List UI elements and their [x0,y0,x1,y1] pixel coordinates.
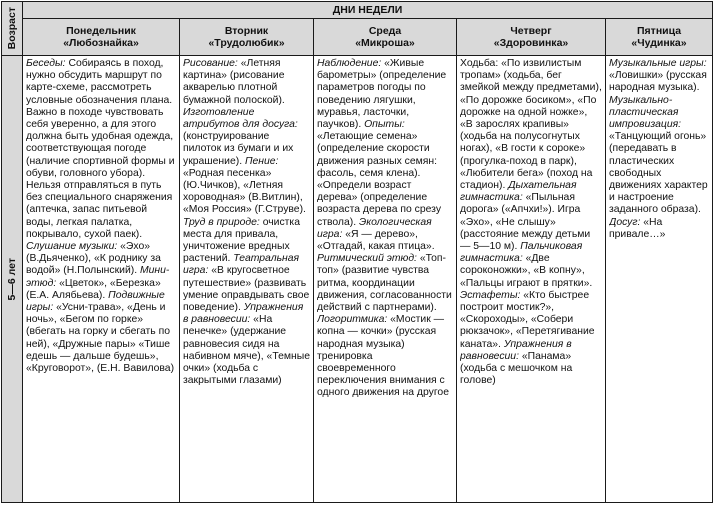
activity-text: «Пыльная дорога» («Апчхи!»). Игра «Эхо», «Не слышу» (расстояние между детьми — 5—10 м). [460,192,591,253]
day-header-tuesday [180,19,314,56]
activity-text: очистка места для привала, уничтожение вредных растений. [183,216,300,265]
day-header-thursday [457,19,606,56]
day-theme: «Здоровинка» [493,37,569,49]
day-header-friday [606,19,713,56]
age-group-label: 5—6 лет [6,257,18,301]
activity-text: «Топ-топ» (развитие чувства ритма, координации движения, согласованности действий с партнерами). [317,253,452,314]
activity-text: «Цветок», «Березка» (Е.А. Алябьева). [26,277,161,301]
day-name: Среда [368,25,402,37]
activity-category: Труд в природе: [183,216,260,228]
activity-text: «Летняя картина» (рисование акварелью плотной бумажной полоской). [183,58,285,106]
monday-activities-cell [23,56,180,503]
day-name: Вторник [224,25,269,37]
thursday-activities [460,58,602,502]
activity-category: Дыхательная гимнастика: [460,180,577,204]
activity-category: Эстафеты: [460,289,521,301]
tuesday-activities [183,58,310,502]
friday-activities [609,58,709,502]
day-name: Пятница [637,25,682,37]
activity-text: «На привале…» [609,216,666,240]
tuesday-activities-cell [180,56,314,503]
day-theme: «Микроша» [355,37,415,49]
activity-category: Музыкально-пластическая импровизация: [609,94,682,131]
activity-category: Упражнения в равновесии: [183,302,304,326]
activity-category: Ритмический этюд: [317,253,417,265]
activity-category: Изготовление атрибутов для досуга: [183,106,298,131]
age-header-cell [2,2,23,56]
monday-activities [26,58,176,502]
activity-category: Пение: [244,155,279,167]
activity-category: Логоритмика: [317,314,388,326]
activity-category: Наблюдение: [317,58,382,69]
activity-text: «На пенечке» (удержание равновесия сидя на набивном мяче), «Темные очки» (ходьба с закрытыми глазами) [183,314,310,387]
activity-category: Музыкальные игры: [609,58,707,69]
activity-category: Слушание музыки: [26,241,118,253]
activity-category: Мини-этюд: [26,265,170,289]
activity-category: Театральная игра: [183,253,300,277]
activity-text: «Панама» (ходьба с мешочком на голове) [460,350,573,387]
activity-text: Собираясь в поход, нужно обсудить маршрут по карте-схеме, рассмотреть условные обозначения плана. Важно в походе чувствовать себя уверенно, а для этого должна быть удобная одежда, соответствующая погоде (наличие спортивной формы и обуви, головного убора). Нельзя отправляться в путь без специального снаряжения (аптечка, запас питьевой воды, легкая палатка, покрывало, сухой паек). [26,58,175,240]
thursday-activities-cell [457,56,606,503]
activity-text: «Кто быстрее построит мостик?», «Скороходы», «Собери рюкзачок», «Перетягивание каната». [460,289,595,350]
activity-text: «Я — дерево», «Отгадай, какая птица». [317,228,435,253]
day-header-wednesday [314,19,457,56]
activity-text: «Мостик — копна — кочки» (русская народная музыка) тренировка своевременного переключения внимания с одного движения на другое [317,314,449,399]
day-header-monday [23,19,180,56]
activity-text: «Эхо» (В.Дьяченко), «К роднику за водой» (Н.Полынский). [26,241,161,277]
activity-category: Беседы: [26,58,66,69]
day-name: Четверг [510,25,552,37]
activity-text: «Танцующий огонь» (передавать в пластических свободных движениях характер и настроение заданного образа). [609,131,708,216]
activity-text: «Живые барометры» (определение параметров погоды по поведению лягушки, муравья, ласточки, паучков). [317,58,447,131]
activity-text: «Две сороконожки», «В копну», «Пальцы играют в прятки». [460,253,593,289]
activity-text: «Летающие семена» (определение скорости движения разных семян: фасоль, семя клена). «Определи возраст дерева» (определение возраста дерева по срезу ствола). [317,131,442,228]
activity-text: «Усни-трава», «День и ночь», «Бегом по горке» (вбегать на горку и сбегать по ней), «Дружные пары» «Тише едешь — дальше будешь», «Круговорот», (Е.Н. Вавилова) [26,302,175,375]
age-header-label: Возраст [6,7,18,50]
activity-text: «Ловишки» (русская народная музыка). [609,70,707,94]
activity-text: Ходьба: «По извилистым тропам» (ходьба, бег змейкой между предметами), «По дорожке босиком», «По дорожке на одной ножке», «В зарослях крапивы» (ходьба на полусогнутых ногах), «В гости к сороке» (прогулка-поход в парк), «Любители бега» (поход на стадион). [460,58,602,192]
wednesday-activities-cell [314,56,457,503]
day-theme: «Трудолюбик» [208,37,285,49]
day-name: Понедельник [66,25,136,37]
activity-text: «В кругосветное путешествие» (развивать умение оправдывать свое поведение). [183,265,310,314]
activity-category: Досуг: [609,216,641,228]
day-theme: «Любознайка» [63,37,139,49]
day-theme: «Чудинка» [631,37,687,49]
weekly-plan-table [1,1,713,503]
wednesday-activities [317,58,453,502]
activity-category: Рисование: [183,58,238,69]
activity-category: Упражнения в равновесии: [460,338,572,362]
activity-category: Пальчиковая гимнастика: [460,241,583,265]
activity-category: Экологическая игра: [317,216,432,240]
activity-text: «Родная песенка» (Ю.Чичков), «Летняя хороводная» (В.Витлин), «Моя Россия» (Г.Струве). [183,167,306,216]
activity-category: Опыты: [364,119,405,131]
activity-text: (конструирование пилоток из бумаги и их украшение). [183,131,294,167]
days-header: ДНИ НЕДЕЛИ [23,2,713,19]
age-group-cell [2,56,23,503]
friday-activities-cell [606,56,713,503]
activity-category: Подвижные игры: [26,289,165,314]
